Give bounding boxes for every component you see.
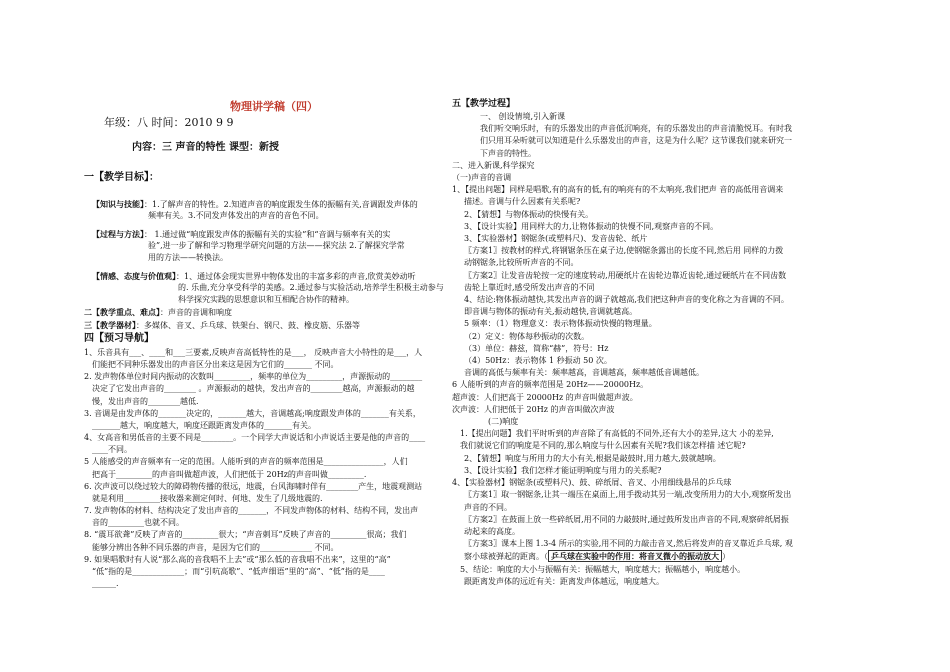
preview-line: 8. “震耳欲聋”反映了声音的_________很大；“声音刺耳”反映了声音的_________很高；我们 [84,530,407,540]
process-line: 3、【设计实验】我们怎样才能证明响度与用力的关系呢? [464,465,662,475]
process-line: 5 频率：（1）物理意义：表示物体振动快慢的物理量。 [464,319,657,329]
knowledge-label: 【知识与技能】 [92,199,144,209]
process-line: 们只用耳朵听就可以知道是什么乐器发出的声音，这是为什么呢？这节课我们就来研究一 [480,136,792,146]
preview-line: 就是利用_________接收器来测定何时、何地、发生了几级地震的. [92,493,323,503]
process-line: 超声波：人们把高于 20000Hz 的声音叫做超声波。 [452,392,638,402]
process-line-1: 验”,进一步了解和学习物理学研究问题的方法——探究法 2.了解探究学常 [148,241,405,250]
process-line: 4、结论:物体振动越快,其发出声音的调子就越高,我们把这种声音的变化称之为音调的不同。 [464,295,789,305]
process-line: 〖方案1〗取一钢锯条,让其一端压在桌面上,用手拨动其另一端,改变所用力的大小,观察所发出 [464,490,792,500]
emotion-label: 【情感、态度与价值观】 [92,271,176,281]
preview-line: 6. 次声波可以绕过较大的障碍物传播的很远，地震，台风海啸时伴有________产生，地震观测站 [84,481,423,491]
process-line: 下声音的特性。 [480,148,536,158]
process-line: 1.【提出问题】我们平时听到的声音除了有高低的不同外,还有大小的差异,这大 小的差异, [460,429,774,439]
process-line: 〖方案2〗在鼓面上放一些碎纸屑,用不同的力敲鼓时,通过鼓所发出声音的不同,观察碎纸屑振 [464,514,789,524]
preview-line: 音的_________也就不同。 [92,518,184,528]
pingpong-highlight: 乒乓球在实验中的作用：将音叉微小的振动放大 [548,550,722,562]
process-line: 〖方案1〗按教材的样式,将钢锯条压在桌子边,使钢锯条露出的长度不同,然后用 同样的力拨 [464,246,784,256]
process-line-2: 用的方法——转换法。 [148,253,228,262]
process-line: 动起来的高度。 [464,526,520,536]
preview-line: 4、女高音和男低音的主要不同是________。一个同学大声说话和小声说话主要是他的声音的____ [84,433,426,443]
preview-line: 7. 发声物体的材料、结构决定了发出声音的_______，不同发声物体的材料、结构不同，发出声 [84,506,419,516]
process-line: 动钢锯条,比较所听声音的不同。 [464,258,579,268]
process-line: 音调的高低与频率有关：频率越高，音调越高，频率越低音调越低。 [464,368,704,378]
process-line: 我们就说它们的响度是不同的,那么响度与什么因素有关呢?我们该怎样描 述它呢? [460,441,746,451]
process-line: 〖方案3〗课本上图 1.3-4 所示的实验,用不同的力敲击音叉,然后将发声的音叉靠近乒乓球, 观 [464,539,793,549]
preview-line: 3. 音调是由发声体的_______决定的，_______越大，音调越高;响度跟发声体的_______有关系， [84,408,421,418]
process-line: 3、【设计实验】用同样大的力,让物体振动的快慢不同,观察声音的不同。 [464,221,719,231]
process-list [452,111,793,588]
process-line: 次声波：人们把低于 20Hz 的声音叫做次声波 [452,404,615,414]
preview-line: 们能把不同种乐器发出的声音区分出来这是因为它们的_______ 不同。 [92,360,339,370]
grade-time-line: 年级：八 时间：2010 9 9 [104,116,234,129]
preview-line: 2. 发声物体单位时间内振动的次数叫_________，频率的单位为_________，声源振动的________ [84,372,423,382]
process-line: 5、结论：响度的大小与振幅有关：振幅越大，响度越大；振幅越小，响度越小。 [460,564,746,574]
process-line: 2、【猜想】与物体振动的快慢有关。 [464,209,594,219]
process-line: 二、进入新课,科学探究 [452,160,535,170]
emotion-line-1: 的. 乐曲,充分享受科学的美感。2.通过参与实验活动,培养学生积极主动参与 [178,283,444,292]
materials-line: 三【教学器材】：多媒体、音叉、乒乓球、铁架台、钢尺、鼓、橡皮筋、乐器等 [84,320,360,330]
process-line: 声音的不同。 [464,502,512,512]
process-line: 即音调与物体的振动有关,振动越快,音调就越高。 [464,307,638,317]
emotion-line-2: 科学探究实践的思想意识和互相配合协作的精神。 [178,295,354,304]
preview-line: _______越大，响度越大，响度还跟距离发声体的_______有关。 [92,420,316,430]
process-line: 6 人能听到的声音的频率范围是 20Hz——20000Hz。 [452,380,649,390]
preview-line: 1、乐音具有___、____和___三要素,反映声音高低特性的是___， 反映声音大小特性的是___，人 [84,348,423,357]
goals-heading: 一【教学目标】： [84,172,159,183]
process-line: 3、【实验器材】钢锯条(或塑料尺)、发音齿轮、纸片 [464,234,648,244]
preview-line: 5 人能感受的声音频率有一定的范围。人能听到的声音的频率范围是_______________，人们 [84,457,408,467]
process-line: （一)声音的音调 [452,173,512,183]
process-line: （4）50Hz：表示物体 1 秒振动 50 次。 [464,356,612,366]
page-title: 物理讲学稿（四） [230,100,318,113]
process-line: 1、【提出问题】同样是唱歌,有的高有的低,有的响亮有的不太响亮,我们把声 音的高低用音调来 [452,185,784,195]
process-line-0: 【过程与方法】： 1.通过做“响度跟发声体的振幅有关的实验”和“音调与频率有关的实 [92,229,391,239]
process-line: 齿轮上靠近时,感受所发出声音的不同 [464,282,595,292]
knowledge-line-1: 频率有关。3.不同发声体发出的声音的音色不同。 [148,211,324,220]
knowledge-line-0: 【知识与技能】：1.了解声音的特性。2.知道声音的响度跟发生体的振幅有关,音调跟发声体的 [92,199,418,209]
preview-line: ______. [92,578,119,588]
process-line: 2、【猜想】响度与所用力的大小有关,根据是敲鼓时,用力越大,鼓就越响。 [464,453,721,463]
emotion-line-0: 【情感、态度与价值观】：1、通过体会现实世界中物体发出的丰富多彩的声音,欣赏美妙动听 [92,271,416,281]
preview-line: 9. 如果唱歌时有人说“那么高的音我唱不上去”或“那么低的音我唱不出来”，这里的“高” [84,554,391,564]
process-line: 跟距离发声体的远近有关：距离发声体越远，响度越大。 [464,576,664,586]
process-heading: 五【教学过程】 [452,99,516,109]
process-label: 【过程与方法】 [92,229,144,239]
process-line: 描述。音调与什么因素有关系呢? [464,197,581,207]
preview-list [84,347,425,590]
preview-heading: 四【预习导航】 [84,333,154,344]
process-line: （3）单位：赫兹，简称“赫”，符号：Hz [464,343,609,353]
preview-line: 能够分辨出各种不同乐器的声音，是因为它们的_____________ 不同。 [92,542,339,552]
preview-line: 把高于_________的声音叫做超声波，人们把低于 20Hz的声音叫做_________. [92,469,367,479]
process-line: 一、 创设情境,引入新课 [480,112,566,121]
process-line: 〖方案2〗让发音齿轮按一定的速度转动,用硬纸片在齿轮边靠近齿轮,通过硬纸片在不同齿数 [464,270,787,280]
process-line: (二)响度 [488,417,519,427]
preview-line: 慢，发出声音的________越低. [92,396,199,406]
process-line: 4、【实验器材】钢锯条(或塑料尺)、鼓、碎纸屑、音叉、小用细线悬吊的乒乓球 [452,478,732,488]
process-line: （2）定义：物体每秒振动的次数。 [464,331,590,341]
preview-line: “低”指的是_____________；而“引吭高歌”、“低声细语”里的“高”、“低”指的是____ [92,566,385,576]
preview-line: 决定了它发出声音的________ 。声源振动的越快，发出声音的________越高，声源振动的越 [92,384,415,394]
content-type-line: 内容：三 声音的特性 课型：新授 [132,142,279,153]
key-line: 二【教学重点、难点】：声音的音调和响度 [84,307,232,317]
preview-line: ____不同。 [92,445,132,455]
process-line: 我们听交响乐时，有的乐器发出的声音低沉响亮，有的乐器发出的声音清脆悦耳。有时我 [480,124,792,134]
process-line-with-highlight: 察小球被弹起的距离。（ 乒乓球在实验中的作用：将音叉微小的振动放大 ） [464,551,730,562]
